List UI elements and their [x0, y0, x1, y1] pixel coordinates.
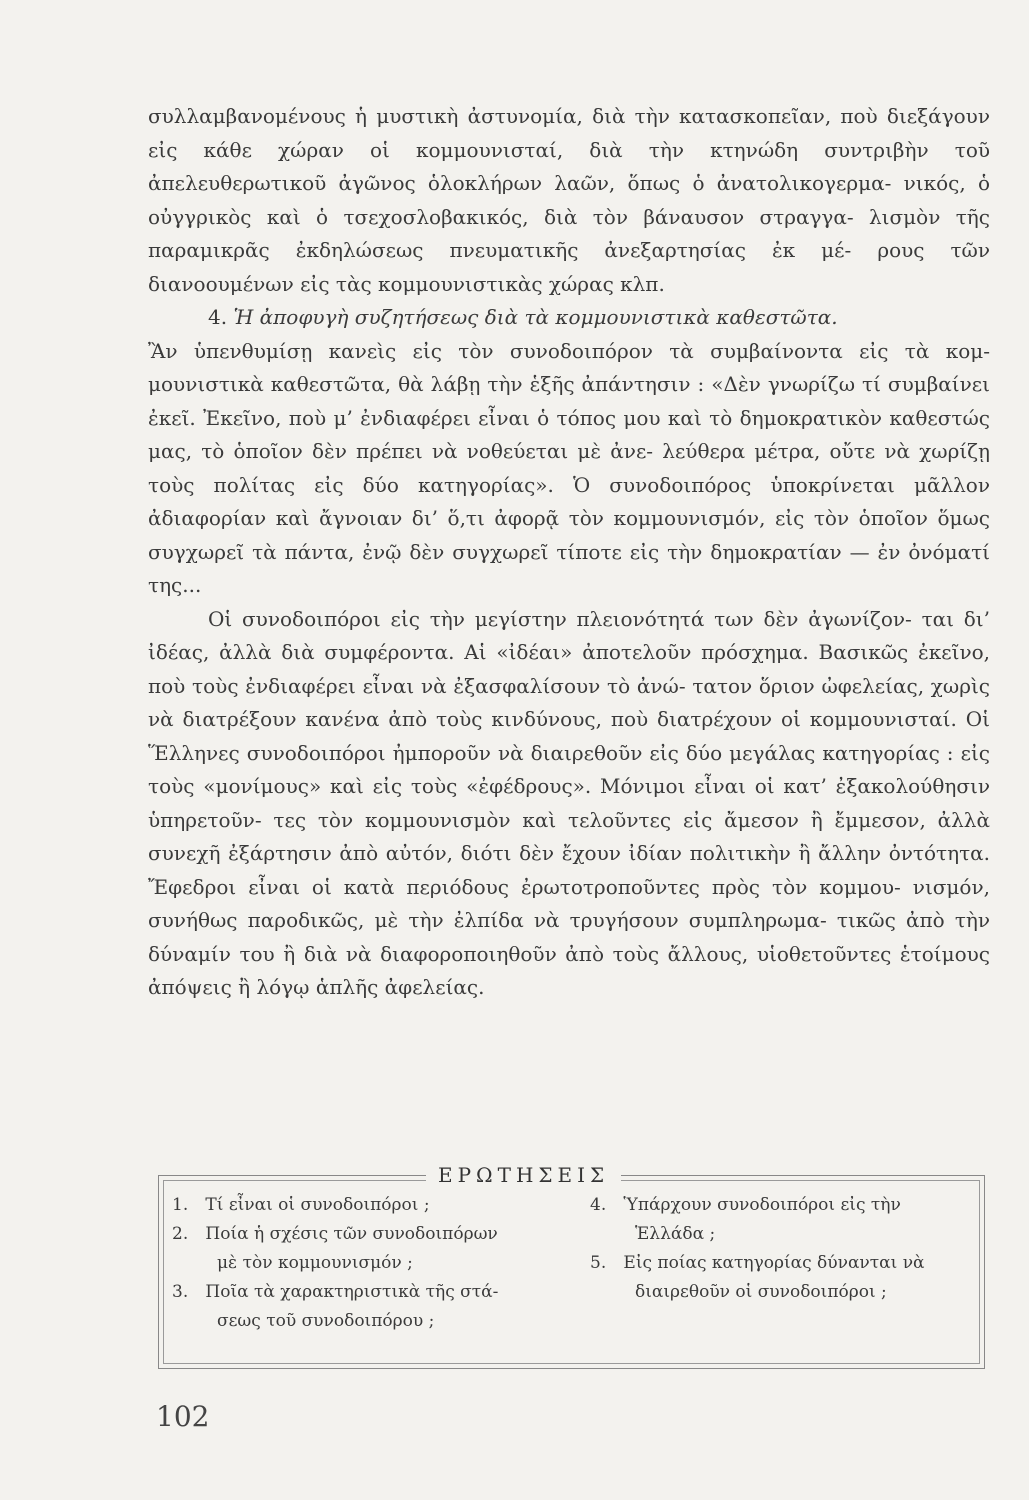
text-line: τὸν κομμουνισμόν, εἰς τὸν ὁποῖον ὅμως συγχωρεῖ τὰ πάντα, ἐνῷ δὲν	[148, 506, 990, 564]
text-line: τατον ὅριον ὠφελείας, χωρὶς νὰ διατρέξουν κανένα ἀπὸ τοὺς κινδύνους,	[148, 673, 991, 731]
text-line: ποὺ διατρέχουν οἱ κομμουνισταί. Οἱ Ἕλληνες συνοδοιπόροι ἠμποροῦν	[148, 707, 990, 765]
text-line: τί συμβαίνει ἐκεῖ. Ἐκεῖνο, ποὺ μ’ ἐνδιαφέρει εἶναι ὁ τόπος μου καὶ τὸ	[148, 372, 990, 430]
text-line: λισμὸν τῆς παραμικρᾶς ἐκδηλώσεως πνευματικῆς ἀνεξαρτησίας ἐκ μέ-	[148, 204, 990, 262]
question-text-continued: διαιρεθοῦν οἱ συνοδοιπόροι ;	[635, 1282, 887, 1302]
text-line: ἐξάρτησιν ἀπὸ αὐτόν, διότι δὲν ἔχουν ἰδίαν πολιτικὴν ἢ ἄλλην ὀντότητα.	[228, 841, 990, 865]
question-text-continued: σεως τοῦ συνοδοιπόρου ;	[217, 1311, 435, 1331]
question-number: 5.	[590, 1253, 607, 1273]
text-line: συλλαμβανομένους ἡ μυστικὴ ἀστυνομία, διὰ τὴν κατασκοπεῖαν, ποὺ	[148, 104, 878, 128]
questions-column-left	[172, 1191, 562, 1336]
question-text: Ποῖα τὰ χαρακτηριστικὰ τῆς στά-	[205, 1282, 499, 1302]
question-number: 4.	[590, 1195, 607, 1215]
body-text	[148, 100, 990, 1005]
question-number: 3.	[172, 1282, 189, 1302]
text-line: μουνιστικὰ καθεστῶτα, θὰ λάβῃ τὴν ἑξῆς ἀπάντησιν : «Δὲν γνωρίζω	[148, 372, 856, 396]
question-text: Ποία ἡ σχέσις τῶν συνοδοιπόρων	[205, 1224, 498, 1244]
text-line: νισμόν, συνήθως παροδικῶς, μὲ τὴν ἐλπίδα νὰ τρυγήσουν συμπληρωμα-	[148, 874, 990, 932]
text-line: λεύθερα μέτρα, οὔτε νὰ χωρίζῃ τοὺς πολίτας εἰς δύο κατηγορίας». Ὁ	[148, 439, 990, 497]
paragraph-2	[148, 335, 990, 603]
text-line: Ἂν ὑπενθυμίσῃ κανεὶς εἰς τὸν συνοδοιπόρον τὰ συμβαίνοντα εἰς τὰ κομ-	[148, 338, 990, 363]
paragraph-3	[148, 603, 990, 1005]
text-line: τες τὸν κομμουνισμὸν καὶ τελοῦντες εἰς ἄμεσον ἢ ἔμμεσον, ἀλλὰ συνεχῆ	[148, 807, 990, 865]
text-line: Βασικῶς ἐκεῖνο, ποὺ τοὺς ἐνδιαφέρει εἶναι νὰ ἐξασφαλίσουν τὸ ἀνώ-	[148, 640, 991, 698]
question-item	[172, 1191, 562, 1220]
section-title: Ἡ ἀποφυγὴ συζητήσεως διὰ τὰ κομμουνιστικὰ καθεστῶτα.	[233, 305, 838, 329]
question-text: Ὑπάρχουν συνοδοιπόροι εἰς τὴν	[623, 1195, 901, 1215]
page-number: 102	[156, 1400, 210, 1433]
text-line: νὰ διαιρεθοῦν εἰς δύο μεγάλας κατηγορίας : εἰς τοὺς «μονίμους» καὶ	[148, 740, 990, 798]
question-text-continued: μὲ τὸν κομμουνισμόν ;	[217, 1253, 413, 1273]
text-line: συνοδοιπόρος ὑποκρίνεται μᾶλλον ἀδιαφορίαν καὶ ἄγνοιαν δι’ ὅ,τι ἀφορᾷ	[148, 472, 990, 530]
section-heading	[148, 301, 990, 335]
text-line: Ἔφεδροι εἶναι οἱ κατὰ περιόδους ἐρωτοτροποῦντες πρὸς τὸν κομμου-	[148, 874, 901, 899]
text-line: συγχωρεῖ τίποτε εἰς τὴν δημοκρατίαν — ἐν ὀνόματί της...	[148, 539, 991, 597]
question-item	[172, 1278, 562, 1336]
text-line: τοῦ ἀπελευθερωτικοῦ ἀγῶνος ὁλοκλήρων λαῶν, ὅπως ὁ ἀνατολικογερμα-	[148, 137, 991, 195]
text-line: νικός, ὁ οὐγγρικὸς καὶ ὁ τσεχοσλοβακικός, διὰ τὸν βάναυσον στραγγα-	[148, 171, 990, 229]
questions-box	[150, 1163, 985, 1383]
question-text: Τί εἶναι οἱ συνοδοιπόροι ;	[205, 1195, 430, 1215]
text-line: υἱοθετοῦντες ἑτοίμους ἀπόψεις ἢ λόγῳ ἁπλῆς ἀφελείας.	[148, 941, 990, 999]
text-line: τικῶς ἀπὸ τὴν δύναμίν του ἢ διὰ νὰ διαφοροποιηθοῦν ἀπὸ τοὺς ἄλλους,	[148, 908, 991, 966]
question-item	[172, 1220, 562, 1278]
question-item	[590, 1191, 970, 1249]
question-number: 1.	[172, 1195, 189, 1215]
question-text: Εἰς ποίας κατηγορίας δύνανται νὰ	[623, 1253, 925, 1273]
text-line: εἰς τοὺς «ἐφέδρους». Μόνιμοι εἶναι οἱ κατ’ ἐξακολούθησιν ὑπηρετοῦν-	[148, 774, 991, 832]
text-line: ται δι’ ἰδέας, ἀλλὰ διὰ συμφέροντα. Αἱ «ἰδέαι» ἀποτελοῦν πρόσχημα.	[148, 606, 990, 664]
paragraph-1	[148, 100, 990, 301]
text-line: ρους τῶν διανοουμένων εἰς τὰς κομμουνιστικὰς χώρας κλπ.	[148, 238, 991, 296]
text-line: διεξάγουν εἰς κάθε χώραν οἱ κομμουνισταί, διὰ τὴν κτηνώδη συντριβὴν	[148, 104, 990, 162]
questions-title: ΕΡΩΤΗΣΕΙΣ	[426, 1163, 621, 1187]
question-text-continued: Ἑλλάδα ;	[635, 1224, 716, 1244]
text-line: δημοκρατικὸν καθεστώς μας, τὸ ὁποῖον δὲν πρέπει νὰ νοθεύεται μὲ ἀνε-	[148, 405, 990, 463]
questions-column-right	[590, 1191, 970, 1307]
text-line: Οἱ συνοδοιπόροι εἰς τὴν μεγίστην πλειονότητά των δὲν ἀγωνίζον-	[208, 606, 912, 631]
question-item	[590, 1249, 970, 1307]
question-number: 2.	[172, 1224, 189, 1244]
section-number: 4.	[208, 305, 228, 329]
